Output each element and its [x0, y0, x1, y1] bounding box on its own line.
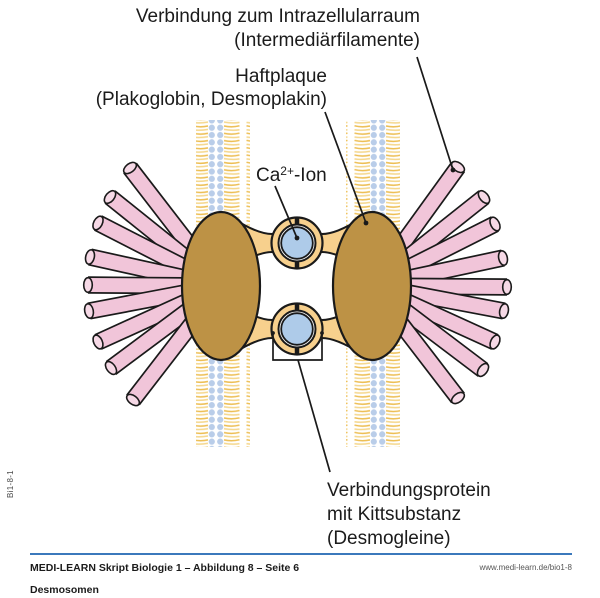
ca-label-superscript: 2+ [280, 164, 294, 178]
label-line: (Desmogleine) [327, 528, 451, 549]
ca-ion-lower [281, 313, 313, 345]
label-line: mit Kittsubstanz [327, 504, 462, 525]
ca-ion-complex-upper [272, 217, 323, 270]
footer-source-text: MEDI-LEARN Skript Biologie 1 – Abbildung 8 – Seite 6 [30, 562, 300, 574]
label-intermediate-filaments [136, 5, 420, 53]
haftplaque-right [333, 212, 411, 360]
label-line: Haftplaque [235, 66, 327, 87]
ca-ion-upper [281, 227, 313, 259]
filament-end-cap [84, 278, 93, 293]
ca-label-base: Ca [256, 165, 281, 186]
footer-divider [30, 553, 572, 555]
pointer-verbindungsprotein [298, 360, 330, 472]
label-ca-ion [256, 159, 327, 188]
label-line: Verbindungsprotein [327, 480, 491, 501]
label-line: (Intermediärfilamente) [234, 30, 420, 51]
ca-ion-complex-lower [272, 303, 323, 356]
footer-url: www.medi-learn.de/bio1-8 [479, 563, 572, 572]
label-line: (Plakoglobin, Desmoplakin) [95, 89, 327, 110]
figure-caption: Desmosomen [30, 584, 99, 596]
label-haftplaque [96, 65, 327, 111]
label-line: Verbindung zum Intrazellularraum [135, 6, 420, 27]
haftplaque-left [182, 212, 260, 360]
filament-end-cap [503, 280, 512, 295]
label-verbindungsprotein [327, 479, 491, 551]
ca-label-suffix: -Ion [293, 165, 327, 186]
pointer-intermediate-filaments [417, 57, 453, 170]
figure-margin-code: Bi1-8-1 [6, 470, 15, 498]
